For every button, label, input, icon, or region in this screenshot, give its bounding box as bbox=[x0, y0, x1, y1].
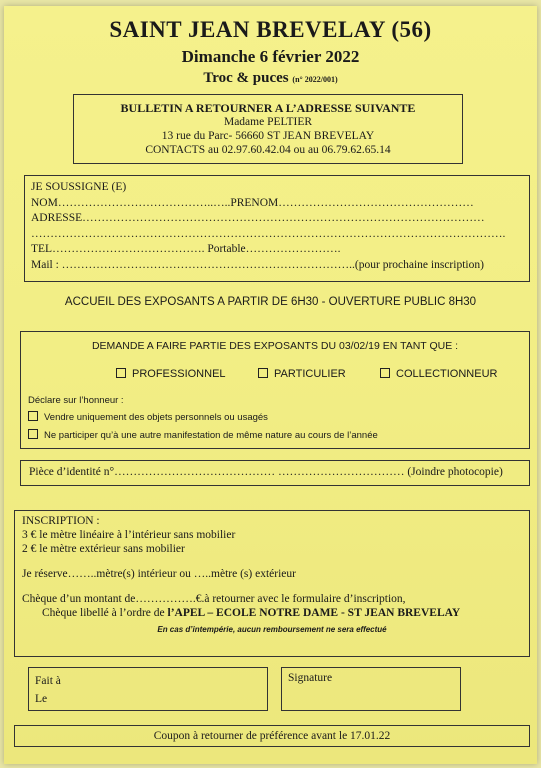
option-professionnel[interactable] bbox=[116, 368, 226, 380]
identity-mail-field[interactable]: Mail : …………………………………………………………………..(pour prochaine inscription) bbox=[31, 258, 484, 271]
identity-adresse-field[interactable]: ADRESSE…………………………………………………………………………………………… bbox=[31, 212, 485, 224]
option-label: COLLECTIONNEUR bbox=[396, 368, 498, 380]
option-collectionneur[interactable] bbox=[380, 368, 497, 380]
checkbox-icon[interactable] bbox=[380, 368, 390, 378]
inscription-box bbox=[14, 510, 530, 657]
event-name bbox=[0, 70, 541, 87]
option-particulier[interactable] bbox=[258, 368, 346, 380]
identity-tel-field[interactable]: TEL…………………………………. Portable……………………. bbox=[31, 243, 341, 255]
identity-box bbox=[24, 175, 530, 282]
cheque-montant-field[interactable]: Chèque d’un montant de…………….€.à retourner avec le formulaire d’inscription, bbox=[22, 593, 406, 605]
address-contacts: CONTACTS au 02.97.60.42.04 ou au 06.79.62.65.14 bbox=[145, 144, 391, 156]
price-interieur: 3 € le mètre linéaire à l’intérieur sans mobilier bbox=[22, 529, 236, 541]
weather-note: En cas d’intempérie, aucun remboursement ne sera effectué bbox=[157, 625, 387, 634]
declaration-1[interactable] bbox=[28, 411, 268, 423]
declaration-2-label: Ne participer qu’à une autre manifestation de même nature au cours de l’année bbox=[44, 430, 378, 441]
reserve-field[interactable]: Je réserve……..mètre(s) intérieur ou …..mètre (s) extérieur bbox=[22, 568, 296, 580]
identity-nom-prenom-field[interactable]: NOM…………………………………..…..PRENOM…………………………………………… bbox=[31, 196, 474, 209]
fait-box bbox=[28, 667, 268, 711]
cheque-ordre-prefix: Chèque libellé à l’ordre de bbox=[42, 607, 168, 619]
price-exterieur: 2 € le mètre extérieur sans mobilier bbox=[22, 543, 185, 555]
coupon-note: Coupon à retourner de préférence avant le 17.01.22 bbox=[14, 725, 530, 747]
checkbox-icon[interactable] bbox=[116, 368, 126, 378]
identity-soussigne: JE SOUSSIGNE (E) bbox=[31, 181, 127, 193]
inscription-heading: INSCRIPTION : bbox=[22, 515, 100, 527]
checkbox-icon[interactable] bbox=[28, 411, 38, 421]
demande-heading: DEMANDE A FAIRE PARTIE DES EXPOSANTS DU 03/02/19 EN TANT QUE : bbox=[91, 340, 459, 352]
event-date: Dimanche 6 février 2022 bbox=[181, 47, 360, 66]
cheque-ordre-name: l’APEL – ECOLE NOTRE DAME - ST JEAN BREVELAY bbox=[167, 607, 461, 619]
declare-label: Déclare sur l’honneur : bbox=[28, 395, 124, 406]
declaration-1-label: Vendre uniquement des objets personnels ou usagés bbox=[44, 412, 268, 423]
declaration-2[interactable] bbox=[28, 429, 378, 441]
cheque-ordre bbox=[22, 606, 522, 620]
piece-identite-field[interactable]: Pièce d’identité n°…………………………………… …………………………… (Joindre photocopie) bbox=[20, 460, 530, 486]
event-title: SAINT JEAN BREVELAY (56) bbox=[109, 17, 432, 42]
checkbox-icon[interactable] bbox=[258, 368, 268, 378]
demande-box bbox=[20, 331, 530, 449]
address-street: 13 rue du Parc- 56660 ST JEAN BREVELAY bbox=[161, 130, 375, 142]
event-ref: (n° 2022/001) bbox=[292, 75, 338, 84]
address-heading: BULLETIN A RETOURNER A L’ADRESSE SUIVANTE bbox=[120, 101, 416, 115]
option-label: PROFESSIONNEL bbox=[132, 368, 226, 380]
identity-adresse-field-2[interactable]: ……………………………………………………………………………………………………………. bbox=[31, 227, 506, 240]
option-label: PARTICULIER bbox=[274, 368, 346, 380]
checkbox-icon[interactable] bbox=[28, 429, 38, 439]
accueil-text: ACCUEIL DES EXPOSANTS A PARTIR DE 6H30 - OUVERTURE PUBLIC 8H30 bbox=[64, 296, 477, 308]
event-label: Troc & puces bbox=[203, 70, 289, 86]
address-box bbox=[73, 94, 463, 164]
fait-a-field[interactable]: Fait à bbox=[35, 675, 61, 687]
fait-le-field[interactable]: Le bbox=[35, 693, 48, 705]
signature-field[interactable]: Signature bbox=[281, 667, 461, 711]
address-name: Madame PELTIER bbox=[223, 116, 313, 128]
